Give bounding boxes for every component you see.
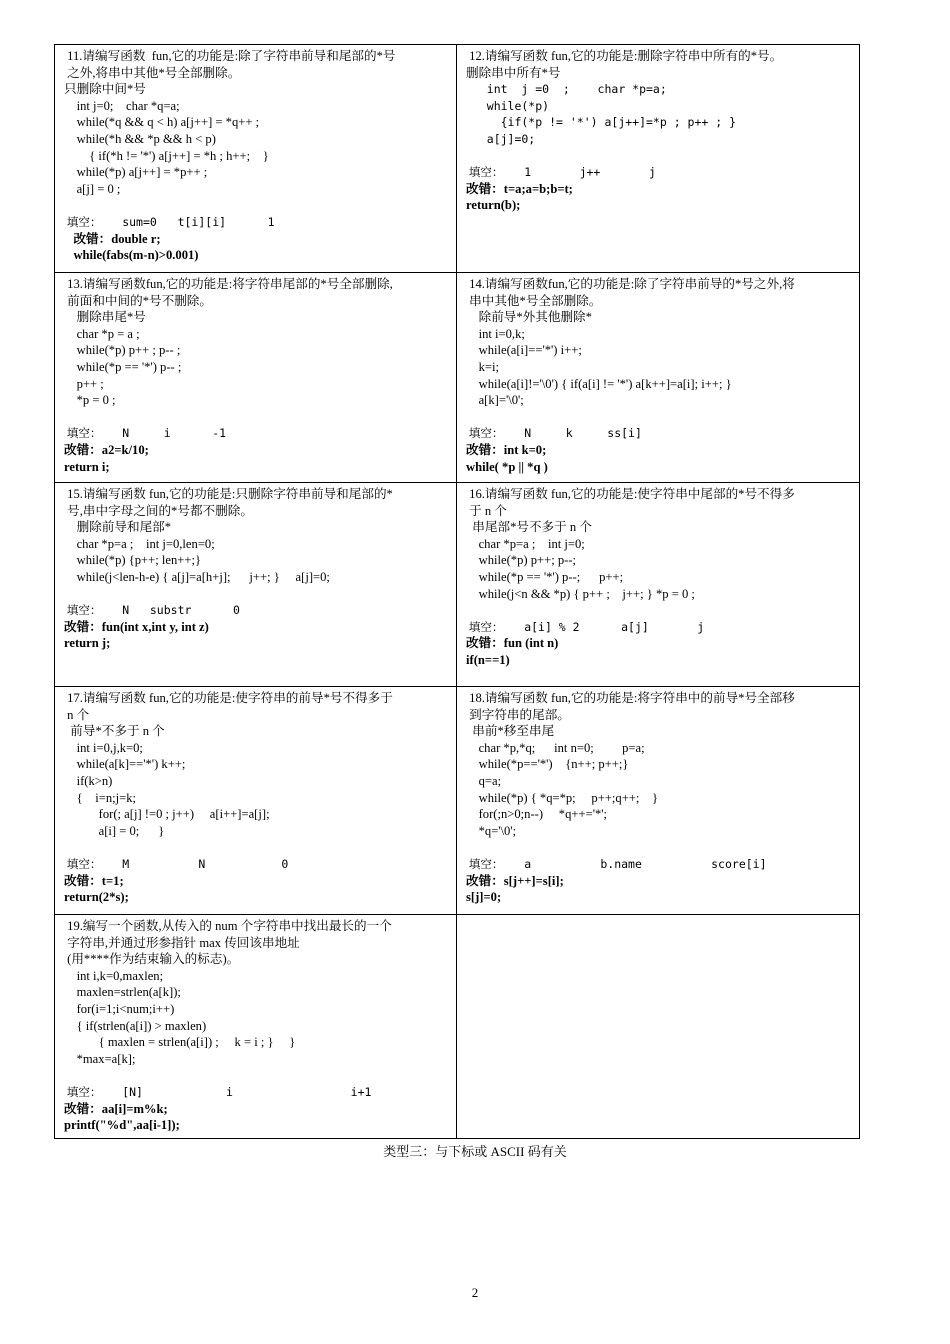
text-line xyxy=(466,409,853,426)
answer-table xyxy=(54,44,860,1139)
fix-line: s[j]=0; xyxy=(466,890,502,905)
fill-blank-line: 填空： N substr 0 xyxy=(60,603,240,618)
text-line: 18.请编写函数 fun,它的功能是:将字符串中的前导*号全部移 xyxy=(466,691,795,705)
text-line: 串中其他*号全部删除。 xyxy=(466,293,602,308)
text-line: while(*p) a[j++] = *p++ ; xyxy=(64,165,208,180)
fix-line: 改错：t=1; xyxy=(64,873,124,888)
text-line: while(*h && *p && h < p) xyxy=(64,131,216,146)
text-line xyxy=(64,409,450,426)
text-line: 串前*移至串尾 xyxy=(466,724,555,739)
text-line: { i=n;j=k; xyxy=(64,790,137,805)
text-line: while(*p) { *q=*p; p++;q++; } xyxy=(466,790,659,805)
fill-blank-line: 填空： sum=0 t[i][i] 1 xyxy=(60,214,275,229)
cell-empty xyxy=(457,915,860,1139)
text-line: 前面和中间的*号不删除。 xyxy=(64,293,212,308)
text-line: while(*p) {p++; len++;} xyxy=(64,553,202,568)
fix-line: 改错：fun (int n) xyxy=(466,636,559,651)
text-line: char *p=a ; int j=0,len=0; xyxy=(64,536,215,551)
text-line xyxy=(64,197,450,214)
text-line: *p = 0 ; xyxy=(64,393,116,408)
cell-q17 xyxy=(55,687,457,915)
page-number: 2 xyxy=(471,1285,479,1300)
text-line: 只删除中间*号 xyxy=(64,82,146,97)
table-row xyxy=(55,483,860,687)
text-line: 前导*不多于 n 个 xyxy=(64,724,165,739)
fix-line: return j; xyxy=(64,636,111,651)
text-line: *max=a[k]; xyxy=(64,1051,136,1066)
text-line: int j=0; char *q=a; xyxy=(64,98,180,113)
fix-line: 改错：double r; xyxy=(64,231,161,246)
text-line: while(*p == '*') p--; p++; xyxy=(466,569,624,584)
text-line xyxy=(466,148,853,165)
text-line xyxy=(64,586,450,603)
text-line: 之外,将串中其他*号全部删除。 xyxy=(64,65,241,80)
text-line: p++ ; xyxy=(64,376,104,391)
cell-q16 xyxy=(457,483,860,687)
fill-blank-line: 填空： a b.name score[i] xyxy=(462,856,767,871)
text-line: int j =0 ; char *p=a; xyxy=(466,82,667,97)
text-line: 字符串,并通过形参指针 max 传回该串地址 xyxy=(64,935,300,950)
cell-q15 xyxy=(55,483,457,687)
text-line xyxy=(64,1067,450,1084)
fix-line: 改错：int k=0; xyxy=(466,442,547,457)
text-line xyxy=(466,839,853,856)
text-line: int i,k=0,maxlen; xyxy=(64,968,164,983)
text-line: 19.编写一个函数,从传入的 num 个字符串中找出最长的一个 xyxy=(64,919,392,933)
text-line: for(; a[j] !=0 ; j++) a[i++]=a[j]; xyxy=(64,807,270,822)
text-line: while(*p) xyxy=(466,98,550,113)
text-line: 17.请编写函数 fun,它的功能是:使字符串的前导*号不得多于 xyxy=(64,691,393,705)
text-line: 串尾部*号不多于 n 个 xyxy=(466,520,592,535)
text-line: a[j]=0; xyxy=(466,131,536,146)
text-line: { if(strlen(a[i]) > maxlen) xyxy=(64,1018,207,1033)
fix-line: return i; xyxy=(64,459,110,474)
text-line: 除前导*外其他删除* xyxy=(466,310,592,325)
fix-line: 改错：t=a;a=b;b=t; xyxy=(466,181,573,196)
text-line: while(j<n && *p) { p++ ; j++; } *p = 0 ; xyxy=(466,586,695,601)
text-line: 到字符串的尾部。 xyxy=(466,707,570,722)
text-line: a[i] = 0; } xyxy=(64,823,165,838)
fix-line: return(2*s); xyxy=(64,890,129,905)
text-line: q=a; xyxy=(466,773,502,788)
text-line: while(a[i]=='*') i++; xyxy=(466,343,582,358)
text-line: while(*q && q < h) a[j++] = *q++ ; xyxy=(64,115,260,130)
fix-line: 改错：s[j++]=s[i]; xyxy=(466,873,564,888)
fix-line: 改错：aa[i]=m%k; xyxy=(64,1101,168,1116)
text-line: while(*p == '*') p-- ; xyxy=(64,359,182,374)
fill-blank-line: 填空： [N] i i+1 xyxy=(60,1084,372,1099)
text-line: if(k>n) xyxy=(64,773,113,788)
text-line: 14.请编写函数fun,它的功能是:除了字符串前导的*号之外,将 xyxy=(466,277,795,291)
text-line xyxy=(466,602,853,619)
text-line: char *p=a ; int j=0; xyxy=(466,536,585,551)
fix-line: 改错：fun(int x,int y, int z) xyxy=(64,619,209,634)
cell-q11 xyxy=(55,45,457,273)
text-line: *q='\0'; xyxy=(466,823,517,838)
fix-line: while( *p || *q ) xyxy=(466,459,548,474)
text-line: while(*p) p++; p--; xyxy=(466,553,577,568)
text-line: 删除前导和尾部* xyxy=(64,520,172,535)
text-line: 删除串尾*号 xyxy=(64,310,146,325)
fix-line: 改错：a2=k/10; xyxy=(64,442,149,457)
fix-line: if(n==1) xyxy=(466,652,510,667)
text-line: 15.请编写函数 fun,它的功能是:只删除字符串前导和尾部的* xyxy=(64,487,393,501)
table-row xyxy=(55,45,860,273)
cell-q18 xyxy=(457,687,860,915)
fill-blank-line: 填空： 1 j++ j xyxy=(462,165,656,180)
text-line: { maxlen = strlen(a[i]) ; k = i ; } } xyxy=(64,1035,296,1050)
fill-blank-line: 填空： M N 0 xyxy=(60,856,289,871)
text-line: while(*p=='*') {n++; p++;} xyxy=(466,757,629,772)
fill-blank-line: 填空： N k ss[i] xyxy=(462,426,642,441)
text-line: char *p,*q; int n=0; p=a; xyxy=(466,740,645,755)
text-line: while(*p) p++ ; p-- ; xyxy=(64,343,181,358)
text-line: for(i=1;i<num;i++) xyxy=(64,1001,175,1016)
text-line: 12.请编写函数 fun,它的功能是:删除字符串中所有的*号。 xyxy=(466,49,783,63)
text-line: int i=0,j,k=0; xyxy=(64,740,143,755)
text-line: for(;n>0;n--) *q++='*'; xyxy=(466,807,608,822)
cell-q14 xyxy=(457,273,860,483)
text-line: (用****作为结束输入的标志)。 xyxy=(64,952,240,967)
fix-line: while(fabs(m-n)>0.001) xyxy=(64,248,199,263)
text-line: 13.请编写函数fun,它的功能是:将字符串尾部的*号全部删除, xyxy=(64,277,393,291)
text-line: while(j<len-h-e) { a[j]=a[h+j]; j++; } a[j]=0; xyxy=(64,569,330,584)
table-row xyxy=(55,273,860,483)
fix-line: return(b); xyxy=(466,198,521,213)
text-line: { if(*h != '*') a[j++] = *h ; h++; } xyxy=(64,148,269,163)
text-line xyxy=(64,839,450,856)
fix-line: printf("%d",aa[i-1]); xyxy=(64,1118,180,1133)
text-line: int i=0,k; xyxy=(466,326,525,341)
section-caption: 类型三：与下标或 ASCII 码有关 xyxy=(383,1144,567,1159)
text-line: maxlen=strlen(a[k]); xyxy=(64,985,181,1000)
text-line: 号,串中字母之间的*号都不删除。 xyxy=(64,503,253,518)
table-row xyxy=(55,915,860,1139)
text-line: while(a[k]=='*') k++; xyxy=(64,757,186,772)
text-line: a[j] = 0 ; xyxy=(64,181,121,196)
cell-q19 xyxy=(55,915,457,1139)
table-row xyxy=(55,687,860,915)
text-line: k=i; xyxy=(466,359,499,374)
text-line: a[k]='\0'; xyxy=(466,393,524,408)
text-line: while(a[i]!='\0') { if(a[i] != '*') a[k++]=a[i]; i++; } xyxy=(466,376,732,391)
cell-q13 xyxy=(55,273,457,483)
fill-blank-line: 填空： a[i] % 2 a[j] j xyxy=(462,619,705,634)
text-line: 删除串中所有*号 xyxy=(466,65,561,80)
text-line: 11.请编写函数 fun,它的功能是:除了字符串前导和尾部的*号 xyxy=(64,49,396,63)
text-line: 于 n 个 xyxy=(466,503,507,518)
text-line: {if(*p != '*') a[j++]=*p ; p++ ; } xyxy=(466,115,737,130)
text-line: 16.请编写函数 fun,它的功能是:使字符串中尾部的*号不得多 xyxy=(466,487,795,501)
fill-blank-line: 填空： N i -1 xyxy=(60,426,227,441)
text-line: n 个 xyxy=(64,707,90,722)
text-line: char *p = a ; xyxy=(64,326,140,341)
cell-q12 xyxy=(457,45,860,273)
